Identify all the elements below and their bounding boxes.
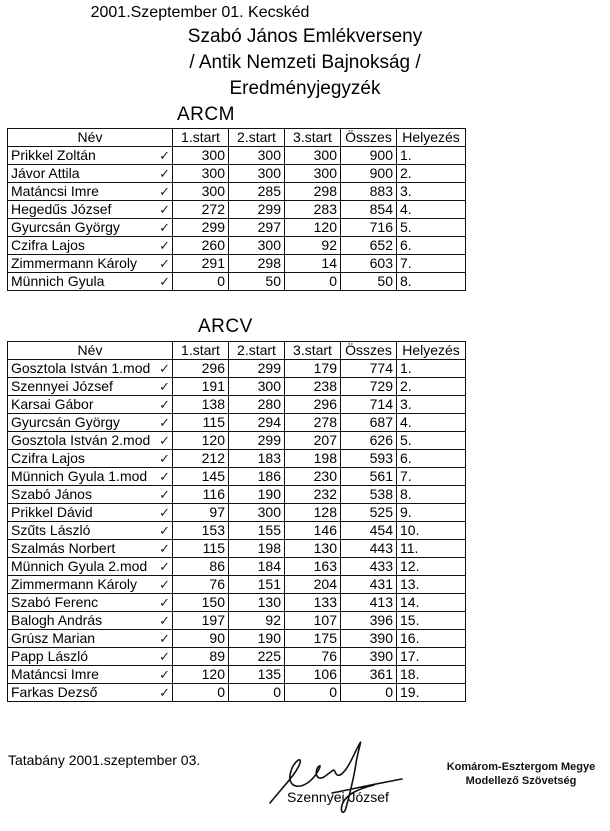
table-row <box>8 558 466 576</box>
score-cell: 175 <box>285 630 341 648</box>
score-cell: 0 <box>173 684 229 702</box>
competitor-name: Prikkel Zoltán ✓ <box>8 147 173 165</box>
competitor-name: Szalmás Norbert ✓ <box>8 540 173 558</box>
score-cell: 106 <box>285 666 341 684</box>
score-cell: 298 <box>285 183 341 201</box>
check-mark-icon: ✓ <box>159 452 170 467</box>
total-score-cell: 538 <box>341 486 397 504</box>
competitor-name: Gosztola István 1.mod ✓ <box>8 360 173 378</box>
competitor-name: Gyurcsán György ✓ <box>8 414 173 432</box>
placement-cell: 6. <box>397 237 466 255</box>
arcm-category-title: ARCM <box>177 104 235 125</box>
column-header: Helyezés <box>397 129 466 147</box>
check-mark-icon: ✓ <box>159 380 170 395</box>
total-score-cell: 652 <box>341 237 397 255</box>
placement-cell: 3. <box>397 396 466 414</box>
score-cell: 283 <box>285 201 341 219</box>
score-cell: 198 <box>285 450 341 468</box>
table-row <box>8 540 466 558</box>
competitor-name: Farkas Dezső ✓ <box>8 684 173 702</box>
score-cell: 198 <box>229 540 285 558</box>
check-mark-icon: ✓ <box>159 470 170 485</box>
column-header: 2.start <box>229 129 285 147</box>
check-mark-icon: ✓ <box>159 275 170 290</box>
score-cell: 130 <box>229 594 285 612</box>
competitor-name: Jávor Attila ✓ <box>8 165 173 183</box>
total-score-cell: 390 <box>341 648 397 666</box>
total-score-cell: 714 <box>341 396 397 414</box>
competitor-name: Czifra Lajos ✓ <box>8 450 173 468</box>
total-score-cell: 0 <box>341 684 397 702</box>
score-cell: 291 <box>173 255 229 273</box>
header-results-title: Eredményjegyzék <box>229 78 381 99</box>
score-cell: 130 <box>285 540 341 558</box>
column-header: 1.start <box>173 129 229 147</box>
score-cell: 116 <box>173 486 229 504</box>
check-mark-icon: ✓ <box>159 686 170 701</box>
check-mark-icon: ✓ <box>159 239 170 254</box>
header-date-location: 2001.Szeptember 01. Kecskéd <box>90 4 310 21</box>
check-mark-icon: ✓ <box>159 416 170 431</box>
header-event-name: Szabó János Emlékverseny <box>187 26 423 47</box>
score-cell: 163 <box>285 558 341 576</box>
total-score-cell: 626 <box>341 432 397 450</box>
column-header: 3.start <box>285 129 341 147</box>
table-row <box>8 468 466 486</box>
score-cell: 191 <box>173 378 229 396</box>
placement-cell: 18. <box>397 666 466 684</box>
placement-cell: 10. <box>397 522 466 540</box>
placement-cell: 8. <box>397 273 466 291</box>
score-cell: 300 <box>229 165 285 183</box>
column-header: Név <box>8 129 173 147</box>
score-cell: 296 <box>173 360 229 378</box>
organization-stamp <box>436 760 606 788</box>
competitor-name: Hegedűs József ✓ <box>8 201 173 219</box>
placement-cell: 1. <box>397 360 466 378</box>
score-cell: 230 <box>285 468 341 486</box>
competitor-name: Papp László ✓ <box>8 648 173 666</box>
competitor-name: Szabó Ferenc ✓ <box>8 594 173 612</box>
score-cell: 299 <box>173 219 229 237</box>
score-cell: 300 <box>229 237 285 255</box>
table-row <box>8 183 466 201</box>
total-score-cell: 883 <box>341 183 397 201</box>
score-cell: 115 <box>173 414 229 432</box>
header-championship: / Antik Nemzeti Bajnokság / <box>189 52 421 73</box>
table-row <box>8 522 466 540</box>
placement-cell: 7. <box>397 255 466 273</box>
score-cell: 225 <box>229 648 285 666</box>
competitor-name: Szabó János ✓ <box>8 486 173 504</box>
table-row <box>8 576 466 594</box>
total-score-cell: 593 <box>341 450 397 468</box>
score-cell: 90 <box>173 630 229 648</box>
score-cell: 280 <box>229 396 285 414</box>
score-cell: 300 <box>285 147 341 165</box>
total-score-cell: 413 <box>341 594 397 612</box>
check-mark-icon: ✓ <box>159 668 170 683</box>
placement-cell: 4. <box>397 201 466 219</box>
score-cell: 299 <box>229 360 285 378</box>
placement-cell: 5. <box>397 219 466 237</box>
score-cell: 300 <box>173 183 229 201</box>
placement-cell: 19. <box>397 684 466 702</box>
placement-cell: 8. <box>397 486 466 504</box>
placement-cell: 2. <box>397 165 466 183</box>
check-mark-icon: ✓ <box>159 398 170 413</box>
competitor-name: Szűts László ✓ <box>8 522 173 540</box>
placement-cell: 4. <box>397 414 466 432</box>
check-mark-icon: ✓ <box>159 632 170 647</box>
table-row <box>8 201 466 219</box>
check-mark-icon: ✓ <box>159 560 170 575</box>
score-cell: 299 <box>229 201 285 219</box>
competitor-name: Münnich Gyula 2.mod ✓ <box>8 558 173 576</box>
score-cell: 76 <box>285 648 341 666</box>
table-header-row <box>8 342 466 360</box>
placement-cell: 11. <box>397 540 466 558</box>
table-row <box>8 273 466 291</box>
competitor-name: Grúsz Marian ✓ <box>8 630 173 648</box>
score-cell: 179 <box>285 360 341 378</box>
score-cell: 128 <box>285 504 341 522</box>
score-cell: 297 <box>229 219 285 237</box>
check-mark-icon: ✓ <box>159 221 170 236</box>
check-mark-icon: ✓ <box>159 203 170 218</box>
competitor-name: Karsai Gábor ✓ <box>8 396 173 414</box>
table-row <box>8 486 466 504</box>
score-cell: 145 <box>173 468 229 486</box>
score-cell: 92 <box>229 612 285 630</box>
score-cell: 204 <box>285 576 341 594</box>
score-cell: 50 <box>229 273 285 291</box>
total-score-cell: 900 <box>341 165 397 183</box>
check-mark-icon: ✓ <box>159 614 170 629</box>
total-score-cell: 443 <box>341 540 397 558</box>
score-cell: 153 <box>173 522 229 540</box>
score-cell: 285 <box>229 183 285 201</box>
competitor-name: Münnich Gyula 1.mod ✓ <box>8 468 173 486</box>
score-cell: 294 <box>229 414 285 432</box>
total-score-cell: 525 <box>341 504 397 522</box>
table-row <box>8 147 466 165</box>
score-cell: 89 <box>173 648 229 666</box>
arcv-table-body <box>8 360 466 702</box>
stamp-line-1: Komárom-Esztergom Megye <box>446 761 596 773</box>
total-score-cell: 687 <box>341 414 397 432</box>
placement-cell: 1. <box>397 147 466 165</box>
check-mark-icon: ✓ <box>159 506 170 521</box>
total-score-cell: 561 <box>341 468 397 486</box>
column-header: Összes <box>341 129 397 147</box>
competitor-name: Zimmermann Károly ✓ <box>8 576 173 594</box>
arcv-results-table <box>7 341 466 702</box>
score-cell: 151 <box>229 576 285 594</box>
score-cell: 232 <box>285 486 341 504</box>
table-row <box>8 450 466 468</box>
score-cell: 97 <box>173 504 229 522</box>
placement-cell: 17. <box>397 648 466 666</box>
score-cell: 197 <box>173 612 229 630</box>
handwritten-signature <box>262 733 412 828</box>
table-row <box>8 414 466 432</box>
placement-cell: 2. <box>397 378 466 396</box>
table-row <box>8 237 466 255</box>
placement-cell: 6. <box>397 450 466 468</box>
check-mark-icon: ✓ <box>159 542 170 557</box>
competitor-name: Gyurcsán György ✓ <box>8 219 173 237</box>
score-cell: 212 <box>173 450 229 468</box>
check-mark-icon: ✓ <box>159 257 170 272</box>
score-cell: 120 <box>173 432 229 450</box>
table-row <box>8 630 466 648</box>
score-cell: 190 <box>229 630 285 648</box>
score-cell: 0 <box>285 273 341 291</box>
total-score-cell: 396 <box>341 612 397 630</box>
score-cell: 260 <box>173 237 229 255</box>
score-cell: 300 <box>229 378 285 396</box>
table-row <box>8 396 466 414</box>
signer-name: Szennyei József <box>287 789 389 805</box>
score-cell: 138 <box>173 396 229 414</box>
score-cell: 186 <box>229 468 285 486</box>
table-row <box>8 378 466 396</box>
table-row <box>8 360 466 378</box>
competitor-name: Balogh András ✓ <box>8 612 173 630</box>
score-cell: 300 <box>173 165 229 183</box>
score-cell: 120 <box>173 666 229 684</box>
score-cell: 300 <box>229 504 285 522</box>
score-cell: 150 <box>173 594 229 612</box>
column-header: 3.start <box>285 342 341 360</box>
total-score-cell: 900 <box>341 147 397 165</box>
placement-cell: 9. <box>397 504 466 522</box>
competitor-name: Gosztola István 2.mod ✓ <box>8 432 173 450</box>
competitor-name: Szennyei József ✓ <box>8 378 173 396</box>
placement-cell: 3. <box>397 183 466 201</box>
check-mark-icon: ✓ <box>159 578 170 593</box>
table-row <box>8 612 466 630</box>
score-cell: 183 <box>229 450 285 468</box>
total-score-cell: 431 <box>341 576 397 594</box>
table-row <box>8 666 466 684</box>
score-cell: 238 <box>285 378 341 396</box>
score-cell: 184 <box>229 558 285 576</box>
table-row <box>8 432 466 450</box>
score-cell: 146 <box>285 522 341 540</box>
stamp-line-2: Modellező Szövetség <box>465 775 577 787</box>
score-cell: 190 <box>229 486 285 504</box>
table-row <box>8 594 466 612</box>
placement-cell: 16. <box>397 630 466 648</box>
check-mark-icon: ✓ <box>159 488 170 503</box>
total-score-cell: 433 <box>341 558 397 576</box>
table-row <box>8 165 466 183</box>
column-header: Név <box>8 342 173 360</box>
score-cell: 120 <box>285 219 341 237</box>
score-cell: 0 <box>229 684 285 702</box>
score-cell: 299 <box>229 432 285 450</box>
competitor-name: Matáncsi Imre ✓ <box>8 666 173 684</box>
check-mark-icon: ✓ <box>159 167 170 182</box>
check-mark-icon: ✓ <box>159 650 170 665</box>
placement-cell: 5. <box>397 432 466 450</box>
total-score-cell: 729 <box>341 378 397 396</box>
table-row <box>8 504 466 522</box>
column-header: 1.start <box>173 342 229 360</box>
score-cell: 0 <box>173 273 229 291</box>
table-row <box>8 684 466 702</box>
placement-cell: 14. <box>397 594 466 612</box>
check-mark-icon: ✓ <box>159 149 170 164</box>
competitor-name: Zimmermann Károly ✓ <box>8 255 173 273</box>
total-score-cell: 361 <box>341 666 397 684</box>
arcm-table-body <box>8 147 466 291</box>
total-score-cell: 390 <box>341 630 397 648</box>
column-header: Helyezés <box>397 342 466 360</box>
check-mark-icon: ✓ <box>159 434 170 449</box>
check-mark-icon: ✓ <box>159 185 170 200</box>
total-score-cell: 854 <box>341 201 397 219</box>
column-header: Összes <box>341 342 397 360</box>
score-cell: 135 <box>229 666 285 684</box>
competitor-name: Matáncsi Imre ✓ <box>8 183 173 201</box>
score-cell: 300 <box>285 165 341 183</box>
total-score-cell: 603 <box>341 255 397 273</box>
score-cell: 92 <box>285 237 341 255</box>
score-cell: 155 <box>229 522 285 540</box>
total-score-cell: 454 <box>341 522 397 540</box>
check-mark-icon: ✓ <box>159 524 170 539</box>
score-cell: 300 <box>229 147 285 165</box>
score-cell: 272 <box>173 201 229 219</box>
column-header: 2.start <box>229 342 285 360</box>
score-cell: 296 <box>285 396 341 414</box>
competitor-name: Czifra Lajos ✓ <box>8 237 173 255</box>
table-row <box>8 219 466 237</box>
table-row <box>8 255 466 273</box>
score-cell: 115 <box>173 540 229 558</box>
table-header-row <box>8 129 466 147</box>
check-mark-icon: ✓ <box>159 596 170 611</box>
competitor-name: Prikkel Dávid ✓ <box>8 504 173 522</box>
arcv-category-title: ARCV <box>198 316 253 337</box>
score-cell: 207 <box>285 432 341 450</box>
check-mark-icon: ✓ <box>159 362 170 377</box>
competitor-name: Münnich Gyula ✓ <box>8 273 173 291</box>
score-cell: 133 <box>285 594 341 612</box>
placement-cell: 13. <box>397 576 466 594</box>
placement-cell: 12. <box>397 558 466 576</box>
score-cell: 107 <box>285 612 341 630</box>
table-row <box>8 648 466 666</box>
score-cell: 86 <box>173 558 229 576</box>
total-score-cell: 716 <box>341 219 397 237</box>
placement-cell: 7. <box>397 468 466 486</box>
score-cell: 76 <box>173 576 229 594</box>
arcm-results-table <box>7 128 466 291</box>
score-cell: 278 <box>285 414 341 432</box>
score-cell: 14 <box>285 255 341 273</box>
score-cell: 300 <box>173 147 229 165</box>
total-score-cell: 50 <box>341 273 397 291</box>
place-and-date: Tatabány 2001.szeptember 03. <box>8 752 201 768</box>
score-cell: 298 <box>229 255 285 273</box>
placement-cell: 15. <box>397 612 466 630</box>
score-cell: 0 <box>285 684 341 702</box>
total-score-cell: 774 <box>341 360 397 378</box>
